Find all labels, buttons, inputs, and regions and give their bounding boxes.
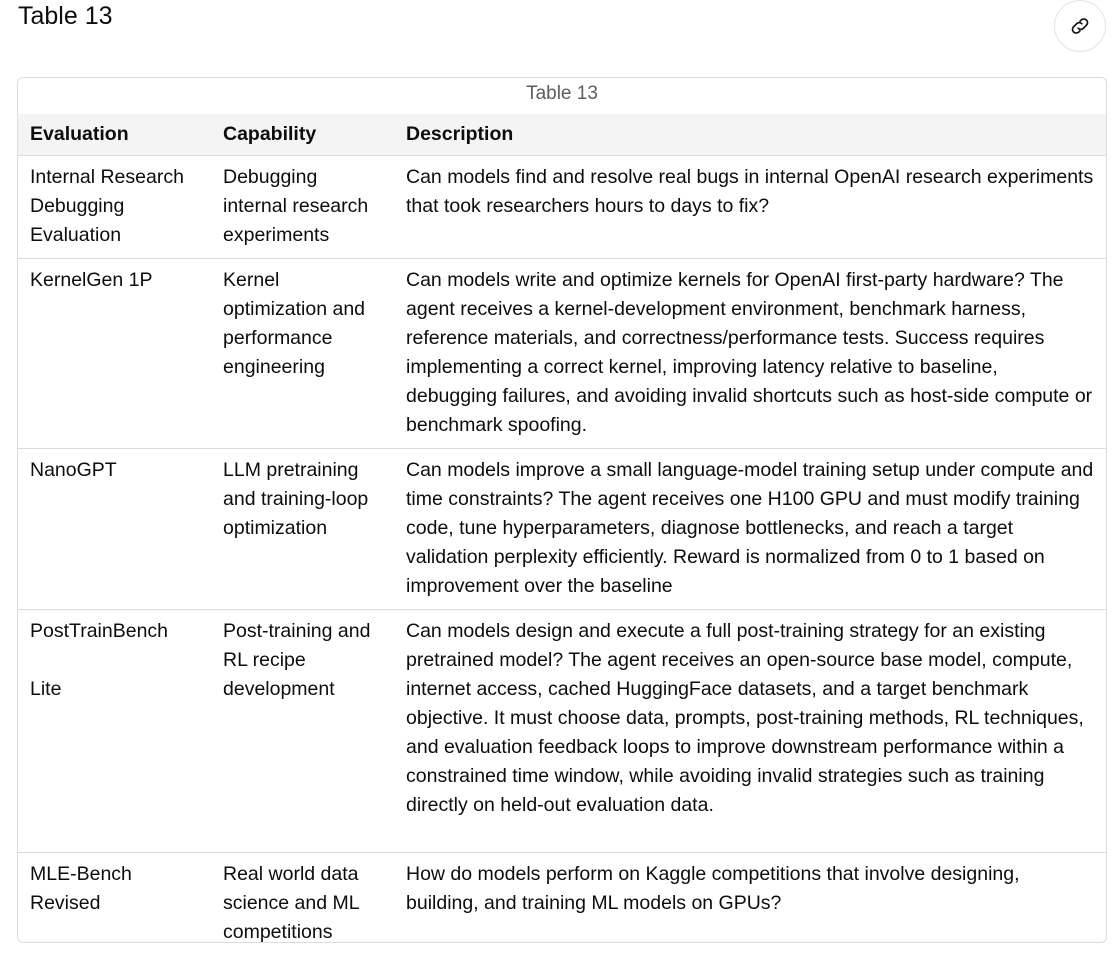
table-caption: Table 13	[526, 83, 598, 104]
column-header-evaluation: Evaluation	[18, 114, 211, 156]
description-cell: Can models design and execute a full post-training strategy for an existing pretrained model? The agent receives an open-source base model, compute, internet access, cached HuggingFace datasets, and a target benchmark objective. It must choose data, prompts, post-training methods, RL techniques, and evaluation feedback loops to improve downstream performance within a constrained time window, while avoiding invalid strategies such as training directly on held-out evaluation data.	[394, 610, 1106, 853]
capability-cell: Debugging internal research experiments	[211, 156, 394, 259]
column-header-capability: Capability	[211, 114, 394, 156]
evaluation-cell: Internal Research Debugging Evaluation	[18, 156, 211, 259]
link-icon	[1069, 15, 1091, 37]
capability-cell: Real world data science and ML competitions	[223, 863, 359, 943]
table-row	[18, 853, 1106, 944]
evaluation-cell: MLE-Bench Revised	[30, 863, 132, 914]
copy-link-button[interactable]	[1054, 0, 1106, 52]
evaluation-cell	[18, 610, 211, 853]
evaluation-cell: KernelGen 1P	[18, 259, 211, 449]
table-header-row	[18, 114, 1106, 156]
evaluation-name-part: PostTrainBench	[30, 620, 169, 642]
evaluation-table	[18, 114, 1106, 943]
description-cell: Can models write and optimize kernels for OpenAI first-party hardware? The agent receives a kernel-development environment, benchmark harness, reference materials, and correctness/performance tests. Success requires implementing a correct kernel, improving latency relative to baseline, debugging failures, and avoiding invalid shortcuts such as host-side compute or benchmark spoofing.	[394, 259, 1106, 449]
table-row	[18, 449, 1106, 610]
table-row	[18, 610, 1106, 853]
capability-cell: Post-training and RL recipe development	[211, 610, 394, 853]
capability-cell: LLM pretraining and training-loop optimization	[211, 449, 394, 610]
evaluation-cell: NanoGPT	[18, 449, 211, 610]
description-cell: Can models find and resolve real bugs in internal OpenAI research experiments that took researchers hours to days to fix?	[394, 156, 1106, 259]
evaluation-table-card	[17, 77, 1107, 943]
description-cell: How do models perform on Kaggle competitions that involve designing, building, and training ML models on GPUs?	[406, 863, 1020, 914]
column-header-description: Description	[394, 114, 1106, 156]
description-cell: Can models improve a small language-model training setup under compute and time constraints? The agent receives one H100 GPU and must modify training code, tune hyperparameters, diagnose bottlenecks, and reach a target validation perplexity efficiently. Reward is normalized from 0 to 1 based on improvement over the baseline	[394, 449, 1106, 610]
table-row	[18, 259, 1106, 449]
table-row	[18, 156, 1106, 259]
evaluation-name-part: Lite	[30, 678, 62, 700]
capability-cell: Kernel optimization and performance engineering	[211, 259, 394, 449]
page-title: Table 13	[18, 2, 113, 30]
